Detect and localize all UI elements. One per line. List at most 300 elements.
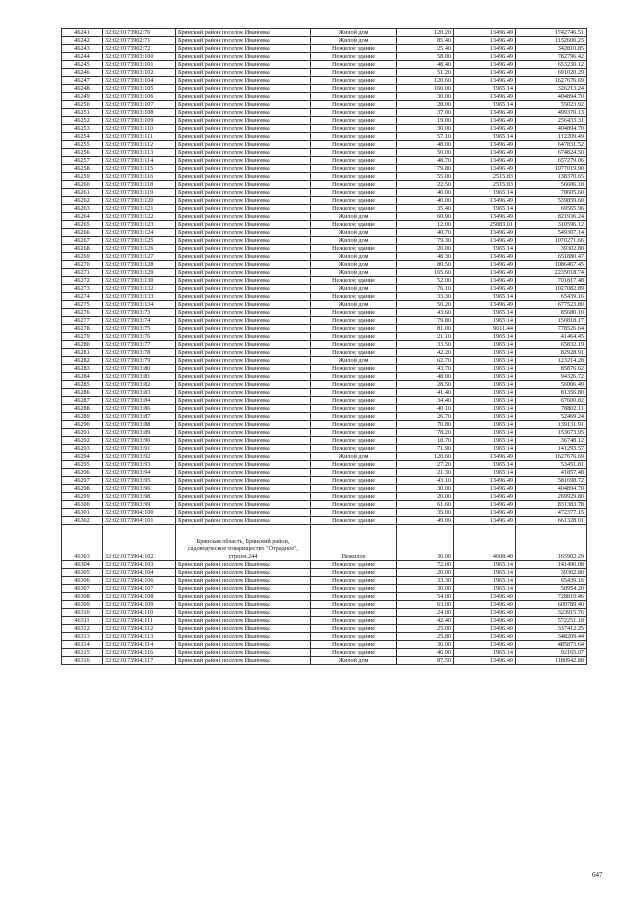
object-type-cell: Жилой дом	[311, 261, 397, 269]
cadastral-number-cell: 32:02:0173903:80	[103, 365, 176, 373]
area-cell: 42.20	[397, 349, 454, 357]
table-row	[62, 325, 587, 333]
unit-value-cell: 13496.49	[454, 229, 516, 237]
table-row	[62, 173, 587, 181]
address-cell: Брянский район поселок Ивановка	[176, 301, 311, 309]
row-number-cell: 46303	[62, 525, 103, 561]
object-type-cell: Нежилое здание	[311, 293, 397, 301]
cadastral-number-cell: 32:02:0173903:123	[103, 221, 176, 229]
unit-value-cell: 1965.14	[454, 437, 516, 445]
row-number-cell: 46252	[62, 117, 103, 125]
object-type-cell: Нежилое здание	[311, 501, 397, 509]
address-cell: Брянский район поселок Ивановка	[176, 641, 311, 649]
area-cell: 12.00	[397, 221, 454, 229]
unit-value-cell: 13496.49	[454, 593, 516, 601]
address-cell: Брянский район поселок Ивановка	[176, 85, 311, 93]
area-cell: 63.00	[397, 601, 454, 609]
table-row	[62, 493, 587, 501]
row-number-cell: 46316	[62, 657, 103, 665]
cadastral-value-cell: 572251.18	[516, 617, 587, 625]
row-number-cell: 46315	[62, 649, 103, 657]
table-row	[62, 205, 587, 213]
table-row	[62, 29, 587, 37]
address-cell: Брянский район поселок Ивановка	[176, 101, 311, 109]
cadastral-number-cell: 32:02:0173903:90	[103, 437, 176, 445]
address-cell: Брянский район поселок Ивановка	[176, 277, 311, 285]
cadastral-number-cell: 32:02:0173903:84	[103, 397, 176, 405]
object-type-cell: Нежилое здание	[311, 517, 397, 525]
cadastral-number-cell: 32:02:0173903:111	[103, 133, 176, 141]
cadastral-value-cell: 1152600.25	[516, 37, 587, 45]
unit-value-cell: 4608.40	[454, 525, 516, 561]
object-type-cell: Нежилое здание	[311, 381, 397, 389]
cadastral-number-cell: 32:02:0173904:101	[103, 517, 176, 525]
area-cell: 40.70	[397, 229, 454, 237]
table-row	[62, 253, 587, 261]
unit-value-cell: 1965.14	[454, 133, 516, 141]
cadastral-value-cell: 1027082.89	[516, 285, 587, 293]
object-type-cell: Нежилое здание	[311, 221, 397, 229]
area-cell: 19.00	[397, 117, 454, 125]
row-number-cell: 46247	[62, 77, 103, 85]
row-number-cell: 46245	[62, 61, 103, 69]
cadastral-value-cell: 1077019.90	[516, 165, 587, 173]
table-row	[62, 309, 587, 317]
area-cell: 120.60	[397, 453, 454, 461]
area-cell: 33.30	[397, 293, 454, 301]
cadastral-number-cell: 32:02:0173903:95	[103, 477, 176, 485]
area-cell: 49.00	[397, 517, 454, 525]
area-cell: 51.20	[397, 69, 454, 77]
area-cell: 24.00	[397, 609, 454, 617]
unit-value-cell: 13496.49	[454, 77, 516, 85]
row-number-cell: 46300	[62, 501, 103, 509]
address-cell: Брянский район поселок Ивановка	[176, 213, 311, 221]
area-cell: 43.70	[397, 365, 454, 373]
area-cell: 60.90	[397, 213, 454, 221]
address-cell: Брянский район поселок Ивановка	[176, 461, 311, 469]
row-number-cell: 46254	[62, 133, 103, 141]
address-cell: Брянский район поселок Ивановка	[176, 593, 311, 601]
table-row	[62, 181, 587, 189]
table-row	[62, 349, 587, 357]
address-cell: Брянский район поселок Ивановка	[176, 221, 311, 229]
object-type-cell: Жилой дом	[311, 229, 397, 237]
object-type-cell: Нежилое здание	[311, 61, 397, 69]
area-cell: 58.00	[397, 53, 454, 61]
cadastral-number-cell: 32:02:0173904:113	[103, 633, 176, 641]
cadastral-value-cell: 58954.20	[516, 585, 587, 593]
cadastral-value-cell: 691020.29	[516, 69, 587, 77]
table-row	[62, 469, 587, 477]
row-number-cell: 46275	[62, 301, 103, 309]
address-cell: Брянский район поселок Ивановка	[176, 317, 311, 325]
cadastral-number-cell: 32:02:0173903:127	[103, 253, 176, 261]
area-cell: 70.80	[397, 421, 454, 429]
area-cell: 52.00	[397, 277, 454, 285]
cadastral-value-cell: 85876.62	[516, 365, 587, 373]
address-cell: Брянский район поселок Ивановка	[176, 577, 311, 585]
area-cell: 57.10	[397, 133, 454, 141]
area-cell: 33.30	[397, 577, 454, 585]
row-number-cell: 46313	[62, 633, 103, 641]
cadastral-value-cell: 647831.52	[516, 141, 587, 149]
cadastral-number-cell: 32:02:0173903:81	[103, 373, 176, 381]
area-cell: 25.80	[397, 633, 454, 641]
table-row	[62, 453, 587, 461]
cadastral-value-cell: 156818.17	[516, 317, 587, 325]
row-number-cell: 46257	[62, 157, 103, 165]
cadastral-value-cell: 701817.48	[516, 277, 587, 285]
object-type-cell: Нежилое здание	[311, 493, 397, 501]
object-type-cell: Жилой дом	[311, 253, 397, 261]
cadastral-value-cell: 1180942.88	[516, 657, 587, 665]
cadastral-value-cell: 55023.92	[516, 101, 587, 109]
object-type-cell: Нежилое здание	[311, 413, 397, 421]
object-type-cell: Нежилое здание	[311, 53, 397, 61]
area-cell: 87.50	[397, 657, 454, 665]
row-number-cell: 46279	[62, 333, 103, 341]
cadastral-value-cell: 39302.80	[516, 569, 587, 577]
cadastral-number-cell: 32:02:0173904:103	[103, 561, 176, 569]
address-cell: Брянский район поселок Ивановка	[176, 189, 311, 197]
row-number-cell: 46311	[62, 617, 103, 625]
unit-value-cell: 13496.49	[454, 509, 516, 517]
object-type-cell: Нежилое здание	[311, 149, 397, 157]
address-cell: Брянский район поселок Ивановка	[176, 381, 311, 389]
cadastral-number-cell: 32:02:0173903:82	[103, 381, 176, 389]
cadastral-value-cell: 348209.44	[516, 633, 587, 641]
cadastral-value-cell: 657279.06	[516, 157, 587, 165]
row-number-cell: 46286	[62, 389, 103, 397]
cadastral-value-cell: 153673.95	[516, 429, 587, 437]
object-type-cell: Нежилое здание	[311, 277, 397, 285]
cadastral-number-cell: 32:02:0173903:107	[103, 101, 176, 109]
area-cell: 72.00	[397, 561, 454, 569]
table-row	[62, 585, 587, 593]
unit-value-cell: 13496.49	[454, 53, 516, 61]
address-cell: Брянский район поселок Ивановка	[176, 117, 311, 125]
object-type-cell: Нежилое здание	[311, 173, 397, 181]
row-number-cell: 46270	[62, 261, 103, 269]
address-cell: Брянский район поселок Ивановка	[176, 601, 311, 609]
cadastral-number-cell: 32:02:0173903:109	[103, 117, 176, 125]
table-row	[62, 405, 587, 413]
cadastral-number-cell: 32:02:0173903:73	[103, 309, 176, 317]
cadastral-number-cell: 32:02:0173903:108	[103, 109, 176, 117]
table-row	[62, 373, 587, 381]
address-cell: Брянский район поселок Ивановка	[176, 365, 311, 373]
table-row	[62, 381, 587, 389]
row-number-cell: 46263	[62, 205, 103, 213]
table-row	[62, 365, 587, 373]
object-type-cell: Нежилое здание	[311, 333, 397, 341]
unit-value-cell: 13496.49	[454, 45, 516, 53]
cadastral-value-cell: 404894.70	[516, 485, 587, 493]
address-cell: Брянский район поселок Ивановка	[176, 197, 311, 205]
cadastral-value-cell: 782796.42	[516, 53, 587, 61]
area-cell: 37.00	[397, 109, 454, 117]
area-cell: 50.20	[397, 301, 454, 309]
row-number-cell: 46301	[62, 509, 103, 517]
cadastral-value-cell: 69565.96	[516, 205, 587, 213]
cadastral-value-cell: 94326.72	[516, 373, 587, 381]
row-number-cell: 46276	[62, 309, 103, 317]
cadastral-value-cell: 310596.12	[516, 221, 587, 229]
cadastral-value-cell: 36748.12	[516, 437, 587, 445]
cadastral-value-cell: 138370.65	[516, 173, 587, 181]
cadastral-number-cell: 32:02:0173903:83	[103, 389, 176, 397]
table-row	[62, 285, 587, 293]
object-type-cell: Нежилое здание	[311, 569, 397, 577]
unit-value-cell: 1965.14	[454, 317, 516, 325]
row-number-cell: 46299	[62, 493, 103, 501]
row-number-cell: 46278	[62, 325, 103, 333]
unit-value-cell: 1965.14	[454, 397, 516, 405]
area-cell: 40.00	[397, 189, 454, 197]
object-type-cell: Нежилое здание	[311, 101, 397, 109]
object-type-cell: Нежилое здание	[311, 117, 397, 125]
object-type-cell: Нежилое здание	[311, 649, 397, 657]
address-cell: Брянский район поселок Ивановка	[176, 501, 311, 509]
row-number-cell: 46274	[62, 293, 103, 301]
unit-value-cell: 1965.14	[454, 569, 516, 577]
address-cell: Брянский район поселок Ивановка	[176, 625, 311, 633]
cadastral-value-cell: 677523.80	[516, 301, 587, 309]
cadastral-number-cell: 32:02:0173903:78	[103, 349, 176, 357]
object-type-cell: Нежилое здание	[311, 609, 397, 617]
unit-value-cell: 13496.49	[454, 37, 516, 45]
address-cell: Брянский район поселок Ивановка	[176, 93, 311, 101]
area-cell: 54.00	[397, 593, 454, 601]
row-number-cell: 46298	[62, 485, 103, 493]
row-number-cell: 46284	[62, 373, 103, 381]
cadastral-number-cell: 32:02:0173903:88	[103, 421, 176, 429]
unit-value-cell: 13496.49	[454, 237, 516, 245]
row-number-cell: 46255	[62, 141, 103, 149]
unit-value-cell: 1965.14	[454, 189, 516, 197]
table-row	[62, 45, 587, 53]
cadastral-number-cell: 32:02:0173903:125	[103, 237, 176, 245]
area-cell: 22.50	[397, 181, 454, 189]
area-cell: 79.80	[397, 165, 454, 173]
table-row	[62, 141, 587, 149]
cadastral-value-cell: 56006.49	[516, 381, 587, 389]
row-number-cell: 46265	[62, 221, 103, 229]
row-number-cell: 46262	[62, 197, 103, 205]
cadastral-value-cell: 65439.16	[516, 577, 587, 585]
area-cell: 20.00	[397, 493, 454, 501]
row-number-cell: 46293	[62, 445, 103, 453]
row-number-cell: 46272	[62, 277, 103, 285]
row-number-cell: 46253	[62, 125, 103, 133]
table-row	[62, 357, 587, 365]
cadastral-value-cell: 539859.60	[516, 197, 587, 205]
address-cell: Брянский район поселок Ивановка	[176, 517, 311, 525]
cadastral-number-cell: 32:02:0173903:121	[103, 205, 176, 213]
address-cell: Брянский район поселок Ивановка	[176, 133, 311, 141]
unit-value-cell: 13496.49	[454, 117, 516, 125]
address-cell: Брянский район поселок Ивановка	[176, 157, 311, 165]
object-type-cell: Нежилое	[311, 525, 397, 561]
cadastral-number-cell: 32:02:0173903:92	[103, 453, 176, 461]
address-cell: Брянский район поселок Ивановка	[176, 69, 311, 77]
cadastral-value-cell: 1086467.45	[516, 261, 587, 269]
cadastral-number-cell: 32:02:0173903:130	[103, 277, 176, 285]
object-type-cell: Жилой дом	[311, 453, 397, 461]
unit-value-cell: 13496.49	[454, 609, 516, 617]
cadastral-number-cell: 32:02:0173904:102	[103, 525, 176, 561]
cadastral-number-cell: 32:02:0173904:114	[103, 641, 176, 649]
row-number-cell: 46289	[62, 413, 103, 421]
address-cell: Брянский район поселок Ивановка	[176, 561, 311, 569]
cadastral-value-cell: 651880.47	[516, 253, 587, 261]
area-cell: 78.20	[397, 429, 454, 437]
unit-value-cell: 1965.14	[454, 405, 516, 413]
object-type-cell: Нежилое здание	[311, 437, 397, 445]
table-row	[62, 277, 587, 285]
object-type-cell: Нежилое здание	[311, 469, 397, 477]
cadastral-number-cell: 32:02:0173904:107	[103, 585, 176, 593]
row-number-cell: 46250	[62, 101, 103, 109]
object-type-cell: Жилой дом	[311, 213, 397, 221]
area-cell: 46.90	[397, 649, 454, 657]
cadastral-value-cell: 52469.24	[516, 413, 587, 421]
cadastral-number-cell: 32:02:0173903:129	[103, 269, 176, 277]
cadastral-number-cell: 32:02:0173903:110	[103, 125, 176, 133]
table-row	[62, 625, 587, 633]
object-type-cell: Нежилое здание	[311, 165, 397, 173]
row-number-cell: 46259	[62, 173, 103, 181]
area-cell: 43.10	[397, 477, 454, 485]
cadastral-value-cell: 485873.64	[516, 641, 587, 649]
object-type-cell: Нежилое здание	[311, 405, 397, 413]
unit-value-cell: 13496.49	[454, 617, 516, 625]
object-type-cell: Жилой дом	[311, 301, 397, 309]
area-cell: 41.40	[397, 389, 454, 397]
address-cell: Брянский район поселок Ивановка	[176, 445, 311, 453]
cadastral-number-cell: 32:02:0173902:71	[103, 37, 176, 45]
cadastral-number-cell: 32:02:0173903:102	[103, 69, 176, 77]
row-number-cell: 46244	[62, 53, 103, 61]
object-type-cell: Нежилое здание	[311, 93, 397, 101]
area-cell: 55.00	[397, 173, 454, 181]
row-number-cell: 46297	[62, 477, 103, 485]
address-cell: Брянский район поселок Ивановка	[176, 149, 311, 157]
table-row	[62, 477, 587, 485]
unit-value-cell: 13496.49	[454, 277, 516, 285]
cadastral-value-cell: 1070271.66	[516, 237, 587, 245]
row-number-cell: 46273	[62, 285, 103, 293]
object-type-cell: Нежилое здание	[311, 421, 397, 429]
table-row	[62, 269, 587, 277]
cadastral-value-cell: 499370.13	[516, 109, 587, 117]
unit-value-cell: 9611.44	[454, 325, 516, 333]
unit-value-cell: 13496.49	[454, 29, 516, 37]
area-cell: 43.60	[397, 309, 454, 317]
table-row	[62, 189, 587, 197]
address-cell: Брянский район поселок Ивановка	[176, 29, 311, 37]
unit-value-cell: 1965.14	[454, 413, 516, 421]
property-register-table	[61, 28, 587, 665]
object-type-cell: Нежилое здание	[311, 601, 397, 609]
cadastral-number-cell: 32:02:0173904:112	[103, 625, 176, 633]
table-row	[62, 501, 587, 509]
area-cell: 34.40	[397, 397, 454, 405]
object-type-cell: Нежилое здание	[311, 189, 397, 197]
object-type-cell: Жилой дом	[311, 37, 397, 45]
address-cell: Брянский район поселок Ивановка	[176, 269, 311, 277]
table-row	[62, 429, 587, 437]
table-row	[62, 221, 587, 229]
cadastral-number-cell: 32:02:0173903:99	[103, 501, 176, 509]
object-type-cell: Жилой дом	[311, 29, 397, 37]
object-type-cell: Нежилое здание	[311, 141, 397, 149]
cadastral-number-cell: 32:02:0173903:96	[103, 485, 176, 493]
object-type-cell: Нежилое здание	[311, 85, 397, 93]
cadastral-value-cell: 141293.57	[516, 445, 587, 453]
table-row	[62, 509, 587, 517]
row-number-cell: 46266	[62, 229, 103, 237]
unit-value-cell: 1965.14	[454, 357, 516, 365]
address-cell: Брянский район поселок Ивановка	[176, 245, 311, 253]
object-type-cell: Нежилое здание	[311, 109, 397, 117]
address-cell: Брянский район поселок Ивановка	[176, 585, 311, 593]
unit-value-cell: 13496.49	[454, 601, 516, 609]
unit-value-cell: 13496.49	[454, 453, 516, 461]
unit-value-cell: 13496.49	[454, 157, 516, 165]
cadastral-number-cell: 32:02:0173904:110	[103, 609, 176, 617]
object-type-cell: Жилой дом	[311, 657, 397, 665]
cadastral-value-cell: 78605.60	[516, 189, 587, 197]
cadastral-value-cell: 472377.15	[516, 509, 587, 517]
unit-value-cell: 2515.83	[454, 181, 516, 189]
table-row	[62, 301, 587, 309]
area-cell: 165.60	[397, 269, 454, 277]
area-cell: 62.70	[397, 357, 454, 365]
cadastral-number-cell: 32:02:0173904:109	[103, 601, 176, 609]
area-cell: 30.00	[397, 585, 454, 593]
address-cell: Брянский район поселок Ивановка	[176, 53, 311, 61]
unit-value-cell: 1965.14	[454, 461, 516, 469]
cadastral-number-cell: 32:02:0173903:89	[103, 429, 176, 437]
cadastral-number-cell: 32:02:0173904:108	[103, 593, 176, 601]
row-number-cell: 46283	[62, 365, 103, 373]
table-row	[62, 617, 587, 625]
unit-value-cell: 13496.49	[454, 301, 516, 309]
object-type-cell: Нежилое здание	[311, 133, 397, 141]
area-cell: 21.30	[397, 469, 454, 477]
area-cell: 26.70	[397, 413, 454, 421]
cadastral-number-cell: 32:02:0173903:124	[103, 229, 176, 237]
unit-value-cell: 1965.14	[454, 445, 516, 453]
unit-value-cell: 13496.49	[454, 93, 516, 101]
unit-value-cell: 13496.49	[454, 501, 516, 509]
cadastral-value-cell: 53451.81	[516, 461, 587, 469]
cadastral-number-cell: 32:02:0173904:100	[103, 509, 176, 517]
area-cell: 79.30	[397, 237, 454, 245]
area-cell: 28.50	[397, 381, 454, 389]
cadastral-number-cell: 32:02:0173904:116	[103, 649, 176, 657]
unit-value-cell: 1965.14	[454, 649, 516, 657]
cadastral-value-cell: 1742746.51	[516, 29, 587, 37]
row-number-cell: 46246	[62, 69, 103, 77]
row-number-cell: 46305	[62, 569, 103, 577]
object-type-cell: Нежилое здание	[311, 509, 397, 517]
row-number-cell: 46258	[62, 165, 103, 173]
object-type-cell: Нежилое здание	[311, 125, 397, 133]
object-type-cell: Нежилое здание	[311, 561, 397, 569]
